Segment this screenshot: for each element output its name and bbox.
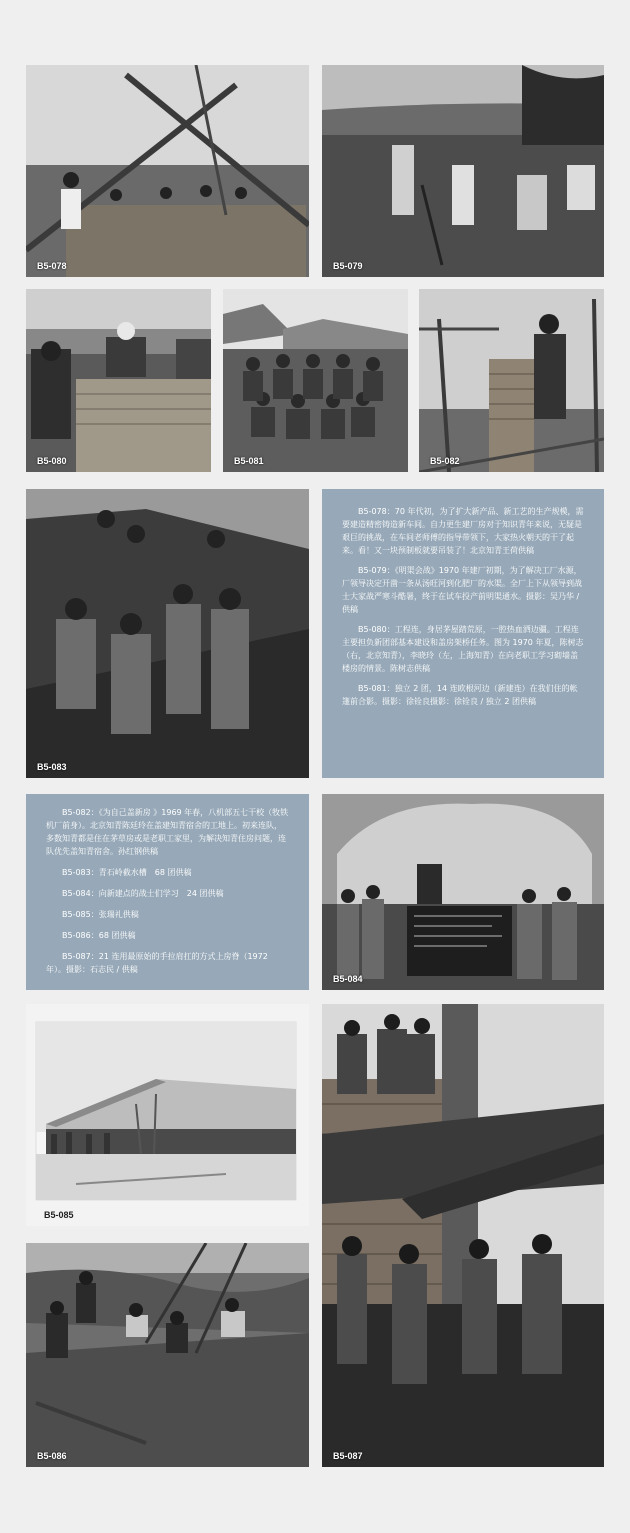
caption-b5-083: B5-083：青石岭截水槽 68 团供稿 (62, 868, 192, 877)
photo-label: B5-087 (333, 1451, 363, 1461)
photo-b5-081 (223, 289, 408, 472)
photo-label: B5-079 (333, 261, 363, 271)
caption-box-1 (322, 489, 604, 778)
photo-b5-078 (26, 65, 309, 277)
photo-b5-083 (26, 489, 309, 778)
photo-b5-080 (26, 289, 211, 472)
caption-b5-082: B5-082：《为自己盖新房 》1969 年春，八机部五七干校（牧铁机厂前身）。北京知青陈廷玲在盖建知青宿舍的工地上。初来连队，多数知青都是住在茅草房或是老职工家里，为解决知青住房问题，连队优先盖知青宿舍。孙红钢供稿 (46, 808, 289, 856)
caption-b5-087: B5-087：21 连用最原始的手拉肩扛的方式上房脊（1972 年）。摄影：石志民 / 供稿 (46, 952, 268, 974)
caption-b5-080: B5-080：工程连，身居茅屋踏荒原，一腔热血洒边疆。工程连主要担负新团部基本建设和盖房架桥任务。图为 1970 年夏，陈树志（右，北京知青），李晓玲（左，上海知青）在向老职工学习砌墙盖楼房的情景。陈树志供稿 (342, 625, 584, 673)
caption-box-2 (26, 794, 309, 990)
caption-b5-079: B5-079：《明渠会战》1970 年建厂初期，为了解决工厂水源，厂领导决定开凿一条从汤旺河到化肥厂的水渠。全厂上下从领导到战士大家战严寒斗酷暑，终于在试车投产前明渠通水。摄影：吴乃华 / 供稿 (342, 566, 582, 614)
photo-label: B5-080 (37, 456, 67, 466)
photo-b5-084 (322, 794, 604, 990)
caption-b5-084: B5-084：向新建点的战士们学习 24 团供稿 (62, 889, 224, 898)
photo-b5-087 (322, 1004, 604, 1467)
caption-b5-085: B5-085：张瑞礼供稿 (62, 910, 139, 919)
photo-label: B5-084 (333, 974, 363, 984)
photo-b5-086 (26, 1243, 309, 1467)
caption-b5-081: B5-081：独立 2 团，14 连欧根河边（新建连）在我们住的帐篷前合影。摄影：徐铨良摄影：徐铨良 / 独立 2 团供稿 (342, 684, 578, 706)
photo-label: B5-086 (37, 1451, 67, 1461)
photo-b5-085 (26, 1004, 309, 1226)
photo-label: B5-083 (37, 762, 67, 772)
caption-b5-086: B5-086：68 团供稿 (62, 931, 136, 940)
photo-b5-082 (419, 289, 604, 472)
photo-label: B5-085 (44, 1210, 74, 1220)
photo-label: B5-082 (430, 456, 460, 466)
photo-label: B5-081 (234, 456, 264, 466)
caption-b5-078: B5-078：70 年代初，为了扩大新产品、新工艺的生产规模，需要建造精密铸造新车间。自力更生建厂房对于知识青年来说，无疑是艰巨的挑战，在车间老师傅的指导带领下，大家热火朝天的干了起来。看！又一块预制板就要吊装了！北京知青王荷供稿 (342, 507, 584, 555)
photo-label: B5-078 (37, 261, 67, 271)
photo-b5-079 (322, 65, 604, 277)
